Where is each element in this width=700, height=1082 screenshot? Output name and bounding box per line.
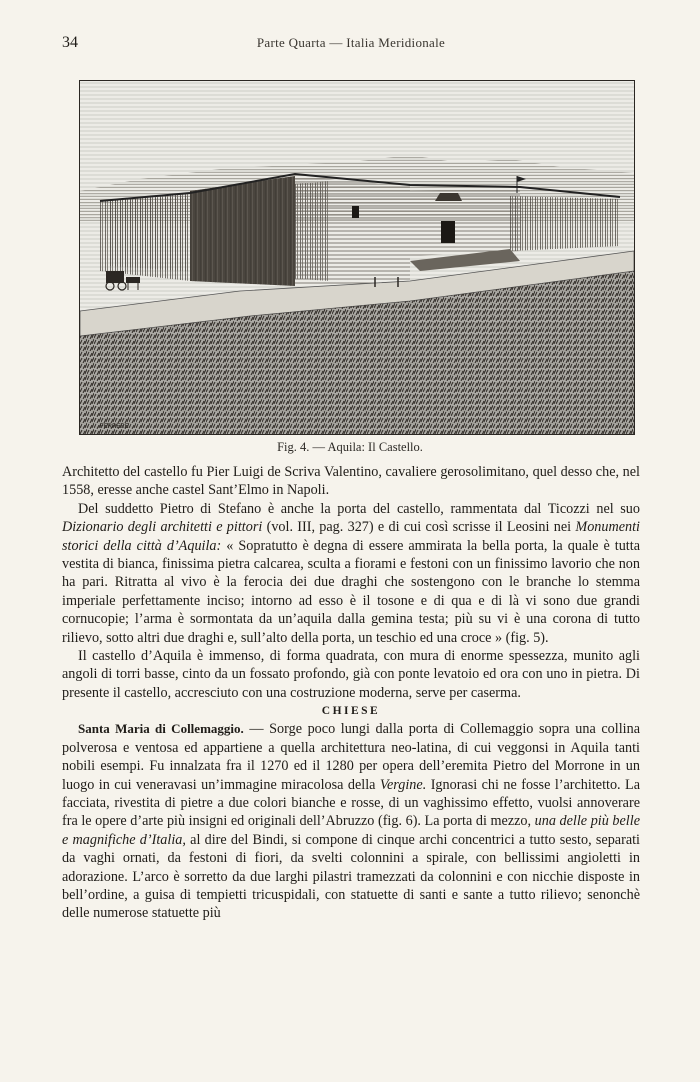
castle-engraving [79, 80, 635, 435]
paragraph-gate: Del suddetto Pietro di Stefano è anche la porta del castello, rammentata dal Ticozzi nel suo Dizionario degli architetti e pittori (vol. III, pag. 327) e di cui così scrisse il Leosini nei Monumenti storici della città d’Aquila: « Sopratutto è degna di essere ammirata la bella porta, la quale è tutta vestita di bianca, finissima pietra calcarea, sculta a fiorami e festoni con un finissimo lavorio che non ha pari. Ritratta al vivo è la ferocia dei due draghi che sostengono con le branche lo stemma imperiale perfettamente inciso; intorno ad esso è il tosone e di qua e di là vi sono due grandi cornucopie; l’arma è sormontata da un’aquila dalla gemina testa; più su vi è una corona di tutto rilievo, sotto altri due draghi e, sull’alto della porta, un teschio ed una croce » (fig. 5). [62, 500, 640, 646]
body-text [62, 463, 640, 923]
section-heading: CHIESE [321, 705, 381, 718]
page-number: 34 [62, 34, 78, 51]
paragraph-castle: Il castello d’Aquila è immenso, di forma quadrata, con mura di enorme spessezza, munito agli angoli di torri basse, cinto da un fossato profondo, già con ponte levatoio ed ora con uno in pietra. Di presente il castello, accresciuto con una costruzione moderna, serve per caserma. [62, 648, 640, 701]
running-title: Parte Quarta — Italia Meridionale [256, 35, 446, 50]
engraver-signature: FERRERE [100, 424, 129, 430]
book-title: Monumenti storici della città d’Aquila: [62, 519, 640, 554]
castle-illustration [80, 81, 634, 434]
figure-caption: Fig. 4. — Aquila: Il Castello. [277, 440, 423, 454]
paragraph-collemaggio: Santa Maria di Collemaggio. — Sorge poco lungi dalla porta di Collemaggio sopra una collina polverosa e ventosa ed appartiene a quella architettura neo-latina, di cui veggonsi in Aquila tanti nobili esempi. Fu innalzata fra il 1270 ed il 1280 per opera dell’eremita Pietro del Morrone in un luogo in cui veneravasi un’immagine miracolosa della Vergine. Ignorasi chi ne fosse l’architetto. La facciata, rivestita di pietre a due colori bianche e rosse, di un vaghissimo effetto, vuolsi annoverare fra le opere d’arte più insigni ed originali dell’Abruzzo (fig. 6). La porta di mezzo, una delle più belle e magnifiche d’Italia, al dire del Bindi, si compone di cinque archi concentrici a tutto sesto, separati da vaghi ornati, da festoni di fiori, da svelti colonnini a spirale, con bellissimi angioletti in adorazione. L’arco è sorretto da due larghi pilastri tramezzati da colonnini e con nicchie disposte in bell’ordine, a guisa di tempietti tricuspidali, con statuette di santi e sante a tutto rilievo; senonchè delle numerose statuette più [62, 721, 641, 922]
runin-title: Santa Maria di Collemaggio. [78, 721, 244, 737]
running-head [62, 34, 640, 54]
paragraph-architect: Architetto del castello fu Pier Luigi de Scriva Valentino, cavaliere gerosolimitano, quel desso che, nel 1558, eresse anche castel Sant’Elmo in Napoli. [62, 464, 640, 499]
book-title: Dizionario degli architetti e pittori [62, 519, 263, 536]
